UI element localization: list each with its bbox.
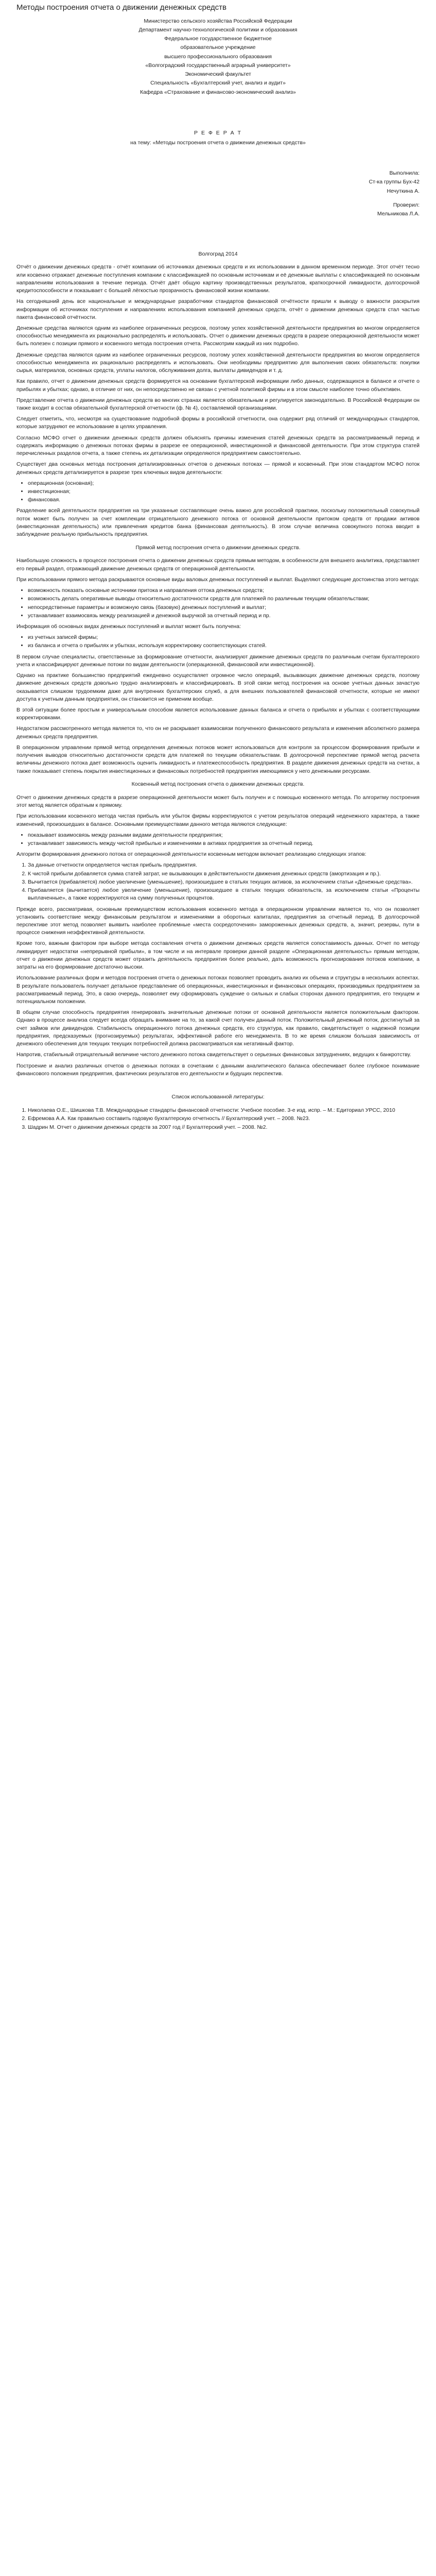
algorithm-steps-list bbox=[16, 861, 420, 902]
paragraph: Денежные средства являются одним из наиболее ограниченных ресурсов, поэтому успех хозяйственной деятельности предприятия во многом определяется способностью менеджмента их рационально распределять и использовать. Отчет о движении денежных средств в разрезе операционной деятельности может быть полезен с позиции прямого и косвенного метода построения отчета. Рассмотрим каждый из них подробно. bbox=[16, 325, 420, 347]
reference-item: 3. Шадрин М. Отчет о движении денежных средств за 2007 год // Бухгалтерский учет. – 2008. №2. bbox=[28, 1124, 420, 1131]
paragraph: Напротив, стабильный отрицательный величине чистого денежного потока свидетельствует о серьезных финансовых затруднениях, ведущих к банкротству. bbox=[16, 1052, 411, 1058]
paragraph: Как правило, отчет о движении денежных средств формируется на основании бухгалтерской информации либо данных, содержащихся в балансе и отчете о прибылях и убытках; однако, в отличие от них, он непосредственно не связан с учетной политикой фирмы и в этом смысле наиболее точно объективен. bbox=[16, 378, 420, 393]
indirect-advantages-list bbox=[16, 832, 420, 848]
reference-item: 2. Ефремова А.А. Как правильно составить годовую бухгалтерскую отчетность // Бухгалтерский учет. – 2008. №23. bbox=[28, 1115, 420, 1123]
paragraph: Прежде всего, рассматривая, основным преимуществом использования косвенного метода в операционном управлении является то, что он позволяет установить соответствие между финансовым результатом и изменениями в оборотных капиталах, предприятия за отчетный период. В долгосрочной перспективе этот метод позволяет выявить наиболее проблемные «места сосредоточения» замороженных денежных средств, а, значит, резервы, пути в процессе снижения неэффективной деятельности. bbox=[16, 906, 420, 936]
paragraph: Отчёт о движении денежных средств - отчёт компании об источниках денежных средств и их использовании в данном временном периоде. Этот отчёт тесно или косвенно отражает денежные поступления компании с классификацией по основным источникам и её денежные выплаты с классификацией по основным направлениям использования в течение периода. Отчёт даёт общую картину производственных результатов, краткосрочной ликвидности, долгосрочной кредитоспособности и показывает с большей лёгкостью прозрачность финансовой жизни компании. bbox=[16, 264, 420, 294]
paragraph: Разделение всей деятельности предприятия на три указанные составляющие очень важно для российской практики, поскольку положительный совокупный поток может быть получен за счет комплекции отрицательного денежного потока от основной деятельности притоком средств от продажи активов (инвестиционная деятельность) или привлечения кредитов банка (финансовая деятельность). В этом случае величина совокупного потока вводит в заблуждение реальную прибыльность предприятия. bbox=[16, 507, 420, 538]
paragraph: Информация об основных видах денежных поступлений и выплат может быть получена: bbox=[16, 623, 241, 630]
section-heading-indirect: Косвенный метод построения отчета о движении денежных средств. bbox=[131, 781, 305, 788]
specialty-line: Специальность «Бухгалтерский учет, анализ и аудит» bbox=[150, 80, 286, 87]
list-item: • инвестиционная; bbox=[28, 488, 420, 496]
list-item: • возможность делать оперативные выводы относительно достаточности средств для платежей по различным текущим обязательствам; bbox=[28, 595, 420, 603]
list-item: • показывает взаимосвязь между разными видами деятельности предприятия; bbox=[28, 832, 420, 839]
faculty-line: Экономический факультет bbox=[185, 71, 251, 78]
list-item: 4. Прибавляется (вычитается) любое увеличение (уменьшение), произошедшее в статьях текущих обязательств, за исключением статьи «Проценты выплаченные», а также корректируются на сумму полученных процентов. bbox=[28, 887, 420, 902]
paragraph: Использование различных форм и методов построения отчета о денежных потоках позволяет проводить анализ их объема и структуры в нескольких аспектах. В результате пользователь получает детальное представление об операционных, инвестиционных и финансовых операциях, производимых предприятием за рассматриваемый период. Это, в свою очередь, позволяет ему сформировать суждение о сильных и слабых сторонах данного предприятия, его текущем и потенциальном положении. bbox=[16, 975, 420, 1005]
paragraph: В операционном управлении прямой метод определения денежных потоков может использоваться для контроля за процессом формирования прибыли и получения выводов относительно достаточности средств для платежей по текущим обязательствам. В долгосрочной перспективе прямой метод расчета величины денежного потока дает возможность оценить ликвидность и платежеспособность предприятия. В разделе движения денежных средств на счетах, а также показывает степень покрытия инвестиционных и финансовых потребностей предприятия имеющимися у него денежными ресурсами. bbox=[16, 744, 420, 774]
department-line: Департамент научно-технологической политики и образования bbox=[138, 26, 298, 33]
paragraph: На сегодняшний день все национальные и международные разработчики стандартов финансовой отчётности пришли к выводу о важности раскрытия информации об источниках поступления и направлениях использования компанией денежных средств, отчёт о движении денежных средств стал частью пакета финансовой отчётности. bbox=[16, 298, 420, 320]
paragraph: Кроме того, важным фактором при выборе метода составления отчета о движении денежных средств является сопоставимость данных. Отчет по методу ликвидирует недостатки «непрерывной прибыли», в том числе и на интервале проверки данной разделе «Операционная деятельность» прямым методом, отчет о движении денежных средств может отразить деятельность предприятия более реально, дать возможность прогнозирования потоков компании, а затраты на его формирование достаточно высоки. bbox=[16, 940, 420, 971]
references-list bbox=[16, 1107, 420, 1131]
list-item: 3. Вычитается (прибавляется) любое увеличение (уменьшение), произошедшее в статьях текущих активов, за исключением статьи «Денежные средства». bbox=[28, 878, 420, 886]
section-heading-direct: Прямой метод построения отчета о движении денежных средств. bbox=[135, 544, 301, 551]
list-item: • из баланса и отчета о прибылях и убытках, используя корректировку соответствующих статей. bbox=[28, 642, 420, 650]
paragraph: Однако на практике большинство предприятий ежедневно осуществляет огромное число операций, вызывающих движение денежных средств, поэтому движение денежных средств довольно трудно анализировать и классифицировать. В этой связи метод построения на основе учетных данных зачастую оказывается слишком трудоемким даже для внутренних бухгалтерских служб, а для внешних пользователей финансовой отчетности, которые не имеют доступа к учетным данным предприятия, он становится не применим вообще. bbox=[16, 672, 420, 702]
references-title: Список использованной литературы: bbox=[171, 1094, 265, 1100]
paragraph: При использовании косвенного метода чистая прибыль или убыток фирмы корректируются с учетом результатов операций неденежного характера, а также изменений, произошедших в балансе. Основными преимуществами данного метода являются следующие: bbox=[16, 813, 420, 827]
direct-advantages-list bbox=[16, 587, 420, 620]
list-item: • из учетных записей фирмы; bbox=[28, 634, 420, 641]
paragraph: Существует два основных метода построения детализированных отчетов о денежных потоках — прямой и косвенный. При этом стандартом МСФО поток денежных средств детализируется в разрезе трех ключевых видов деятельности: bbox=[16, 461, 420, 476]
document-page bbox=[8, 0, 428, 1145]
doc-type: Р Е Ф Е Р А Т bbox=[194, 129, 242, 136]
paragraph: Денежные средства являются одним из наиболее ограниченных ресурсов, поэтому успех хозяйственной деятельности предприятия во многом определяется способностью менеджмента их рационально распределять и использовать. Они необходимы предприятию для выполнения своих обязательств: покупки сырья, материалов, основных средств, уплаты налогов, обслуживания долга, выплаты дивидендов и т. д. bbox=[16, 351, 420, 374]
paragraph: Представление отчета о движении денежных средств во многих странах является обязательным и регулируется законодательно. В Российской Федерации он также входит в состав обязательной бухгалтерской отчетности (ф. № 4), составляемой организациями. bbox=[16, 397, 420, 411]
paragraph: Согласно МСФО отчет о движении денежных средств должен объяснять причины изменения статей денежных средств за рассматриваемый период и содержать информацию о денежных потоках фирмы в разрезе ее операционной, инвестиционной и финансовой деятельности. При этом структура статей перечисленных разделов отчета, а также степень их детализации определяются предприятием самостоятельно. bbox=[16, 434, 420, 457]
paragraph: Построение и анализ различных отчетов о денежных потоках в сочетании с данными аналитического баланса обеспечивает более глубокое понимание финансового положения предприятия, фактических результатов его деятельности и будущих перспектив. bbox=[16, 1062, 420, 1077]
list-item: • устанавливает взаимосвязь между реализацией и денежной выручкой за отчетный период и пр. bbox=[28, 612, 420, 620]
institution-line-2: образовательное учреждение bbox=[180, 44, 256, 51]
list-item: • непосредственные параметры и возможную связь (базовую) денежных поступлений и выплат; bbox=[28, 604, 420, 612]
list-item: 1. За данные отчетности определяется чистая прибыль предприятия. bbox=[28, 861, 420, 869]
paragraph: Наибольшую сложность в процессе построения отчета о движении денежных средств прямым методом, в особенности для внешнего аналитика, представляет его первый раздел, отражающий движение денежных средств от операционной деятельности. bbox=[16, 557, 420, 572]
paragraph: В общем случае способность предприятия генерировать значительные денежные потоки от основной деятельности является положительным фактором. Однако в процессе анализа следует всегда обращать внимание на то, за какой счет получен данный поток. Положительный денежный поток, достигнутый за счет займов или дивидендов. Стабильность операционного потока денежных средств, его структура, как правило, свидетельствует о надежной позиции предприятия, предсказуемых (прогнозируемых) результатах, эффективной работе его менеджмента. В то же время слишком большая зависимость от денежного обеспечения для текущих текущих потребностей должна рассматриваться как негативный фактор. bbox=[16, 1009, 420, 1047]
paragraph: Алгоритм формирования денежного потока от операционной деятельности косвенным методом включает реализацию следующих этапов: bbox=[16, 851, 367, 858]
institution-line-3: высшего профессионального образования bbox=[164, 53, 272, 60]
reference-item: 1. Николаева О.Е., Шишкова Т.В. Международные стандарты финансовой отчетности: Учебное пособие. 3-е изд. испр. – М.: Едиториал УРСС, 2010 bbox=[28, 1107, 420, 1114]
checker-label: Проверил: bbox=[393, 201, 420, 208]
author-group: Ст-ка группы Бух-42 bbox=[369, 179, 420, 185]
paragraph: В первом случае специалисты, ответственные за формирование отчетности, анализируют движение денежных средств по различным счетам бухгалтерского учета и классифицируют денежные потоки по видам деятельности (операционной, финансовой или инвестиционной). bbox=[16, 653, 420, 668]
info-sources-list bbox=[16, 634, 420, 650]
paragraph: В этой ситуации более простым и универсальным способом является использование данных баланса и отчета о прибылях и убытках с соответствующими корректировками. bbox=[16, 706, 420, 721]
chair-line: Кафедра «Страхование и финансово-экономический анализ» bbox=[140, 89, 296, 95]
author-name: Нечуткина А. bbox=[387, 188, 420, 194]
ministry-line: Министерство сельского хозяйства Российской Федерации bbox=[144, 18, 292, 24]
list-item: • финансовая. bbox=[28, 496, 420, 504]
checker-name: Мельникова Л.А. bbox=[377, 211, 420, 217]
university-name: «Волгоградский государственный аграрный университет» bbox=[145, 62, 291, 69]
paragraph: Отчет о движении денежных средств в разрезе операционной деятельности может быть получен и с помощью косвенного метода. По алгоритму построения этот метод является обратным к прямому. bbox=[16, 794, 420, 809]
list-item: • операционная (основная); bbox=[28, 480, 420, 487]
author-block bbox=[16, 170, 420, 218]
author-label: Выполнила: bbox=[389, 170, 420, 177]
title-page bbox=[16, 18, 420, 96]
paragraph: Следует отметить, что, несмотря на существование подробной формы в российской отчетности, она содержит ряд отличий от международных стандартов, которые затрудняют ее использование в целях управления. bbox=[16, 416, 420, 430]
activity-types-list bbox=[16, 480, 420, 504]
city-year: Волгоград 2014 bbox=[198, 250, 238, 257]
references-section bbox=[16, 1093, 420, 1131]
list-item: • устанавливает зависимость между чистой прибылью и изменениями в активах предприятия за отчетный период. bbox=[28, 840, 420, 848]
page-title: Методы построения отчета о движении денежных средств bbox=[16, 3, 226, 12]
paragraph: При использовании прямого метода раскрываются основные виды валовых денежных поступлений и выплат. Выделяют следующие достоинства этого метода: bbox=[16, 576, 420, 583]
essay-body bbox=[16, 263, 420, 1077]
list-item: • возможность показать основные источники притока и направления оттока денежных средств; bbox=[28, 587, 420, 595]
institution-line-1: Федеральное государственное бюджетное bbox=[164, 36, 272, 42]
paragraph: Недостатком рассмотренного метода является то, что он не раскрывает взаимосвязи полученного финансового результата и изменения абсолютного размера денежных средств предприятия. bbox=[16, 725, 420, 740]
doc-topic: на тему: «Методы построения отчета о движении денежных средств» bbox=[130, 139, 306, 146]
list-item: 2. К чистой прибыли добавляется сумма статей затрат, не вызывающих в действительности движения денежных средств (амортизация и пр.). bbox=[28, 870, 420, 878]
